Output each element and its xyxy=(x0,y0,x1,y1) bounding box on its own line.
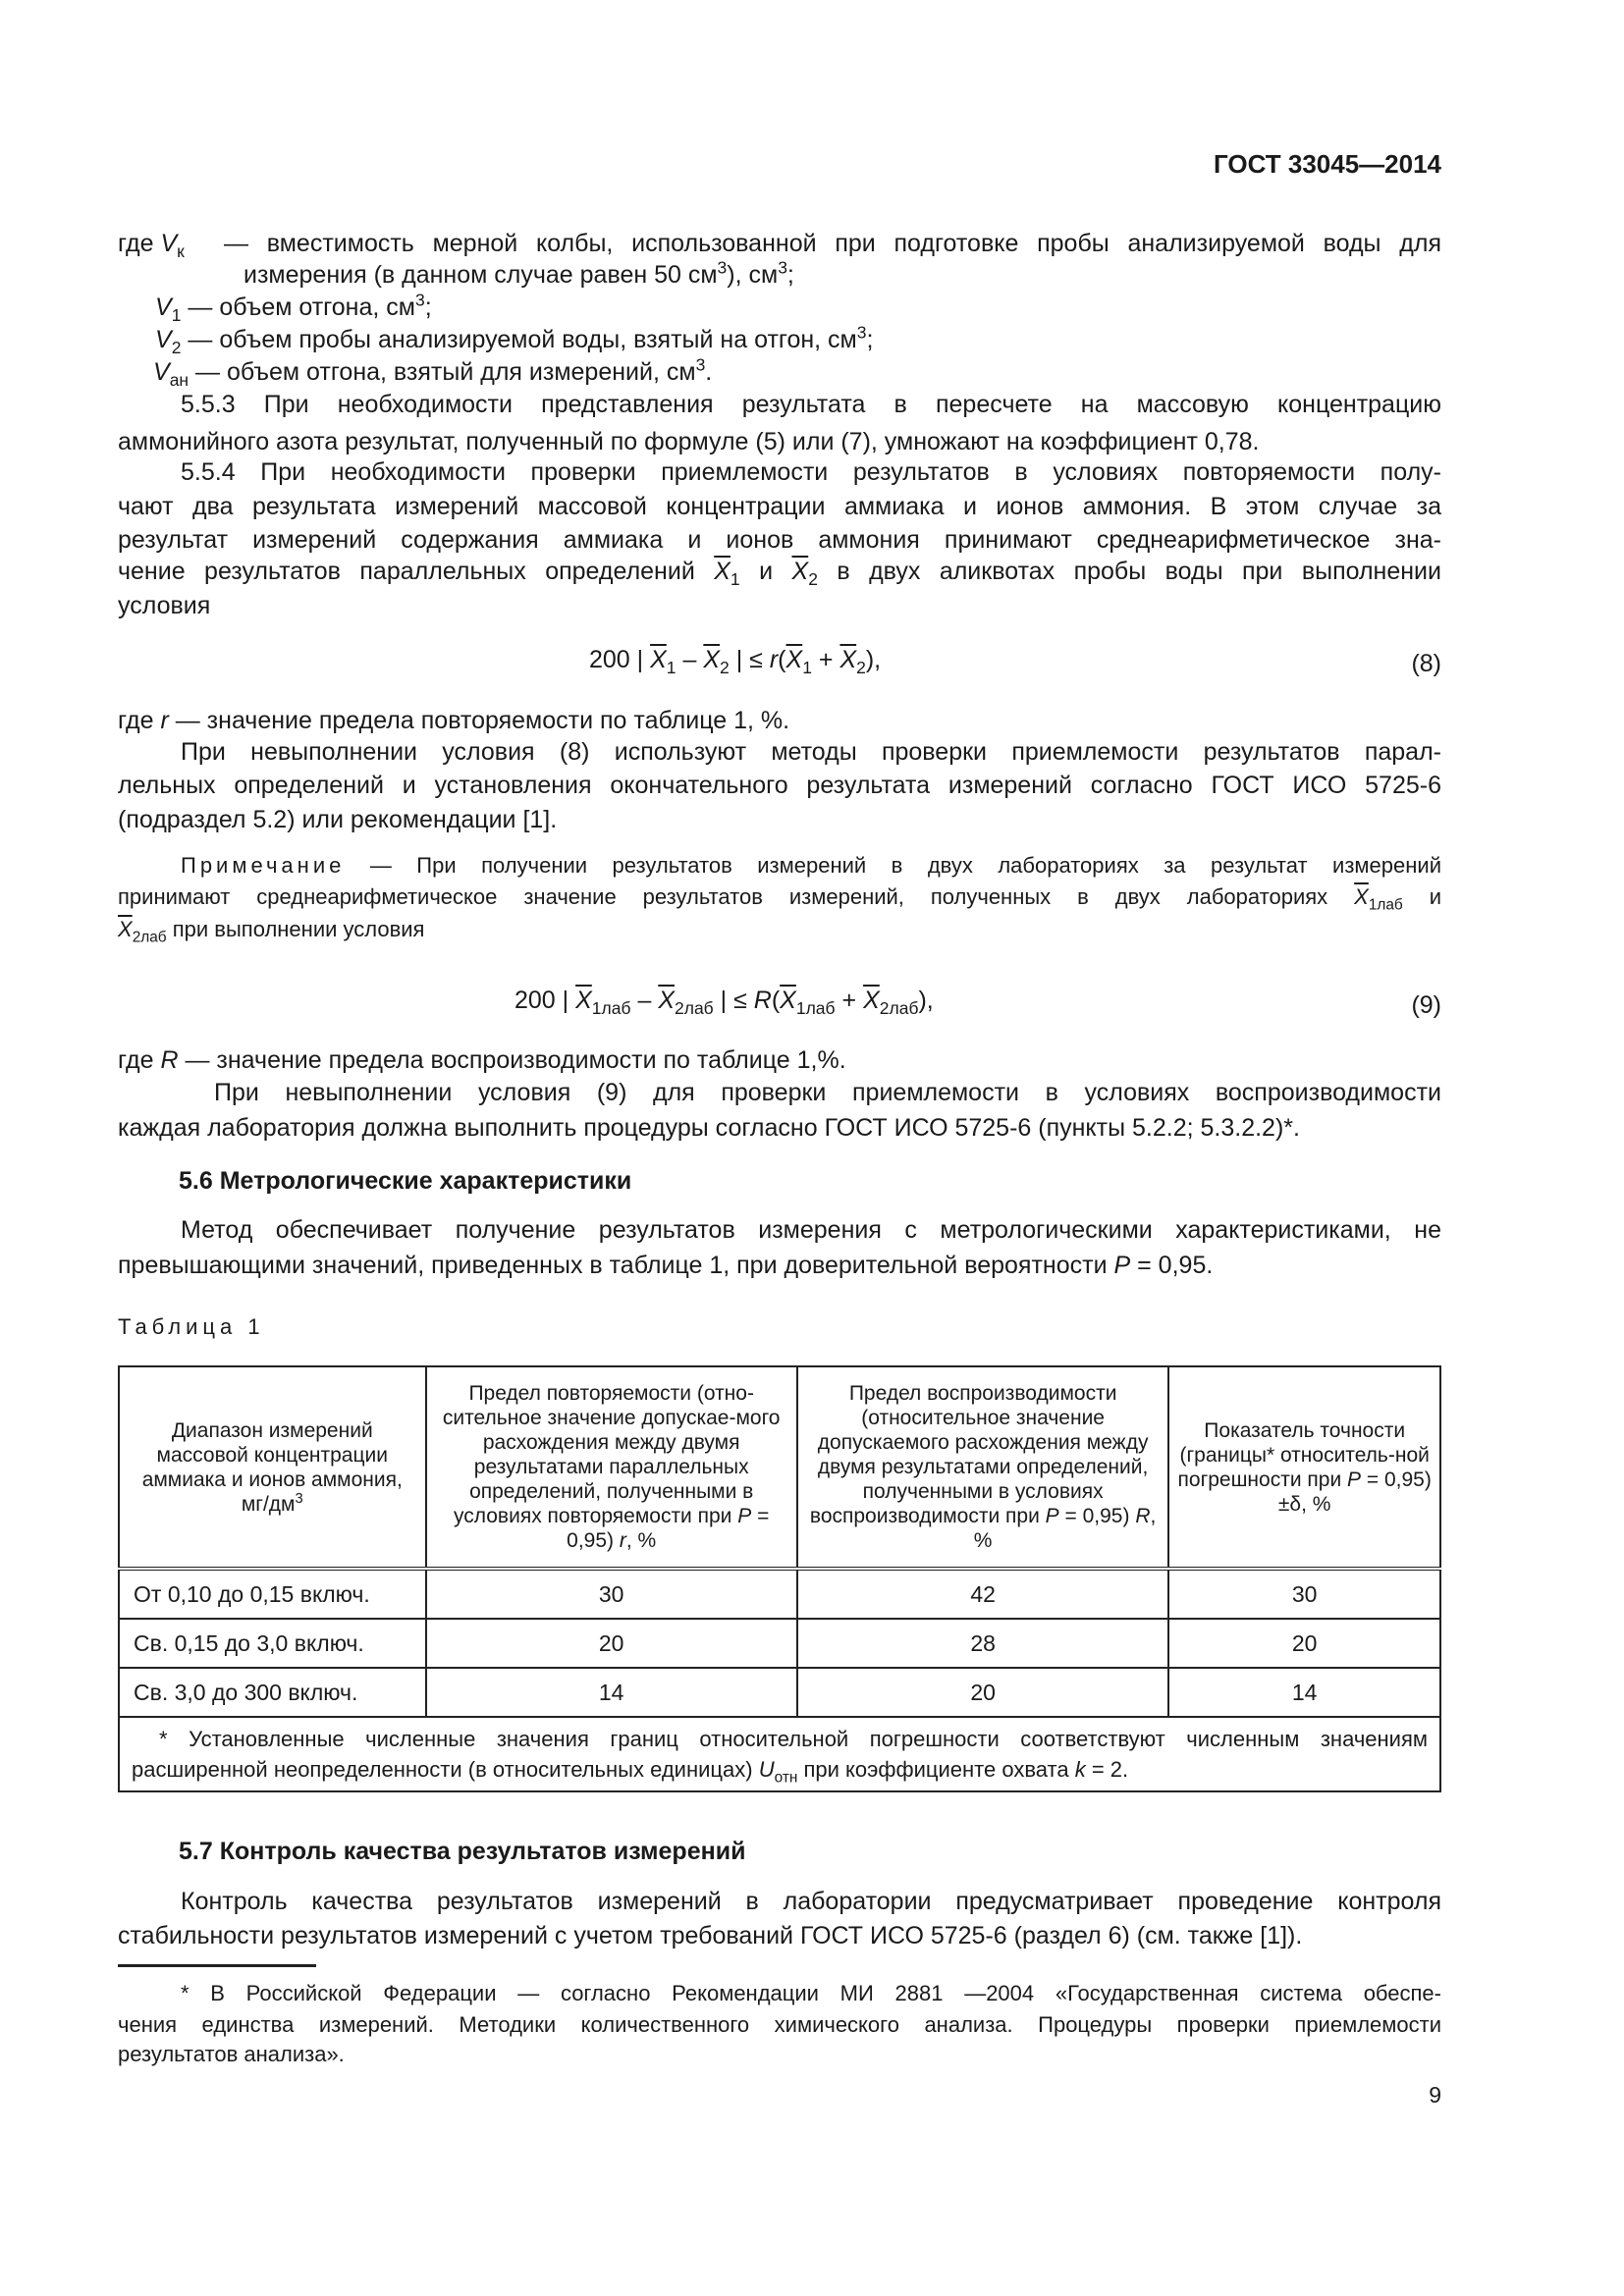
header-reproducibility: Предел воспроизводимости (относительное значение допускаемого расхождения между двумя результатами определений, полученными в условиях воспроизводимости при P = 0,95) R, % xyxy=(797,1366,1169,1569)
cell-R: 20 xyxy=(797,1668,1169,1717)
document-id-header: ГОСТ 33045—2014 xyxy=(1214,149,1441,179)
para-5-5-3-line1: 5.5.3 При необходимости представления результата в пересчете на массовую концентрацию xyxy=(181,391,1441,418)
cell-R: 42 xyxy=(797,1569,1169,1619)
formula-9-number: (9) xyxy=(1411,991,1441,1019)
para-5-5-4-line5: условия xyxy=(118,592,211,619)
para-after9-line3: каждая лаборатория должна выполнить процедуры согласно ГОСТ ИСО 5725-6 (пункты 5.2.2; 5.3.2.2)*. xyxy=(118,1114,1300,1142)
cell-r: 20 xyxy=(426,1619,797,1668)
def-vk-text: — вместимость мерной колбы, использованной при подготовке пробы анализируемой воды для xyxy=(224,230,1441,257)
page-footnote-line3: результатов анализа». xyxy=(118,2042,345,2066)
para-5-5-4-line3: результат измерений содержания аммиака и ионов аммония принимают среднеарифметическое зна- xyxy=(118,526,1441,554)
note-line1: Примечание — При получении результатов измерений в двух лабораториях за результат измерений xyxy=(181,853,1441,878)
section-5-6-title: 5.6 Метрологические характеристики xyxy=(179,1167,632,1195)
table-row xyxy=(119,1668,1440,1717)
cell-delta: 20 xyxy=(1168,1619,1440,1668)
cell-delta: 14 xyxy=(1168,1668,1440,1717)
cell-r: 14 xyxy=(426,1668,797,1717)
table-header-row xyxy=(119,1366,1440,1569)
para-5-5-3-line2: аммонийного азота результат, полученный по формуле (5) или (7), умножают на коэффициент 0,78. xyxy=(118,428,1260,455)
para-5-5-4-line1: 5.5.4 При необходимости проверки приемлемости результатов в условиях повторяемости полу- xyxy=(181,458,1441,486)
s56-line1: Метод обеспечивает получение результатов измерения с метрологическими характеристиками, не xyxy=(181,1216,1441,1244)
para-5-5-4-line2: чают два результата измерений массовой концентрации аммиака и ионов аммония. В этом случае за xyxy=(118,493,1441,520)
def-v1: $V_1$ — объем отгона, $см^3$; xyxy=(155,290,432,325)
def-r: где r — значение предела повторяемости по таблице 1, %. xyxy=(118,707,790,734)
s57-line2: стабильности результатов измерений с учетом требований ГОСТ ИСО 5725-6 (раздел 6) (см. также [1]). xyxy=(118,1922,1303,1949)
cell-r: 30 xyxy=(426,1569,797,1619)
note-line3: $\overline{X}_{2лаб}$ при выполнении условия xyxy=(118,917,425,946)
footnote-divider xyxy=(118,1964,316,1967)
def-v2: $V_2$ — объем пробы анализируемой воды, взятый на отгон, $см^3$; xyxy=(155,322,874,357)
header-range: Диапазон измерений массовой концентрации аммиака и ионов аммония, $мг/дм^3$ xyxy=(119,1366,426,1569)
cell-range: Св. 0,15 до 3,0 включ. xyxy=(119,1619,426,1668)
def-van: $V_{ан}$ — объем отгона, взятый для измерений, $см^3$. xyxy=(153,354,713,390)
para-5-5-4-line4: чение результатов параллельных определений $\overline{X}_1$ и $\overline{X}_2$ в двух аликвотах пробы воды при выполнении xyxy=(118,558,1441,589)
para-after8-line4: (подраздел 5.2) или рекомендации [1]. xyxy=(118,806,558,833)
def-R: где R — значение предела воспроизводимости по таблице 1,%. xyxy=(118,1046,846,1074)
note-line2: принимают среднеарифметическое значение результатов измерений, полученных в двух лабораториях $\overline{X}_{1лаб}$ и xyxy=(118,884,1441,914)
cell-delta: 30 xyxy=(1168,1569,1440,1619)
s57-line1: Контроль качества результатов измерений в лаборатории предусматривает проведение контроля xyxy=(181,1888,1441,1915)
formula-8-number: (8) xyxy=(1411,650,1441,677)
s56-line2: превышающими значений, приведенных в таблице 1, при доверительной вероятности P = 0,95. xyxy=(118,1252,1214,1279)
def-vk: где $V_к$ xyxy=(118,230,185,261)
header-accuracy: Показатель точности (границы* относитель-ной погрешности при P = 0,95) ±δ, % xyxy=(1168,1366,1440,1569)
para-after8-line2: При невыполнении условия (8) используют методы проверки приемлемости результатов парал- xyxy=(181,738,1441,766)
table-row xyxy=(119,1569,1440,1619)
cell-R: 28 xyxy=(797,1619,1169,1668)
para-after8-line3: лельных определений и установления окончательного результата измерений согласно ГОСТ ИСО 5725-6 xyxy=(118,772,1441,799)
formula-9: 200 | $\overline{X}_{1лаб} - \overline{X}_{2лаб}$ | ≤ $R(\overline{X}_{1лаб} + \overline{X}_{2лаб})$, xyxy=(514,987,934,1018)
cell-range: От 0,10 до 0,15 включ. xyxy=(119,1569,426,1619)
page-footnote-line1: * В Российской Федерации — согласно Рекомендации МИ 2881 —2004 «Государственная система обеспе- xyxy=(181,1981,1441,2005)
para-after9-line2: При невыполнении условия (9) для проверки приемлемости в условиях воспроизводимости xyxy=(214,1079,1441,1106)
table-row xyxy=(119,1619,1440,1668)
page-footnote-line2: чения единства измерений. Методики количественного химического анализа. Процедуры проверки приемлемости xyxy=(118,2012,1441,2037)
formula-8: 200 | $\overline{X}_1 - \overline{X}_2$ | ≤ $r(\overline{X}_1 + \overline{X}_2)$, xyxy=(589,646,882,677)
page-number: 9 xyxy=(1429,2082,1441,2108)
cell-range: Св. 3,0 до 300 включ. xyxy=(119,1668,426,1717)
metrology-table xyxy=(118,1365,1441,1792)
table-footnote-row xyxy=(119,1717,1440,1791)
table-caption: Таблица 1 xyxy=(118,1314,265,1339)
table-footnote: * Установленные численные значения границ относительной погрешности соответствуют численным значениям расширенной неопределенности (в относительных единицах) $U_{отн}$ при коэффициенте охвата k = 2. xyxy=(119,1717,1440,1791)
def-vk-text-2: измерения (в данном случае равен 50 $см^3$), $см^3$; xyxy=(244,257,794,289)
section-5-7-title: 5.7 Контроль качества результатов измерений xyxy=(179,1838,746,1865)
header-repeatability: Предел повторяемости (отно-сительное значение допускае-мого расхождения между двумя результатами параллельных определений, полученными в условиях повторяемости при P = 0,95) r, % xyxy=(426,1366,797,1569)
